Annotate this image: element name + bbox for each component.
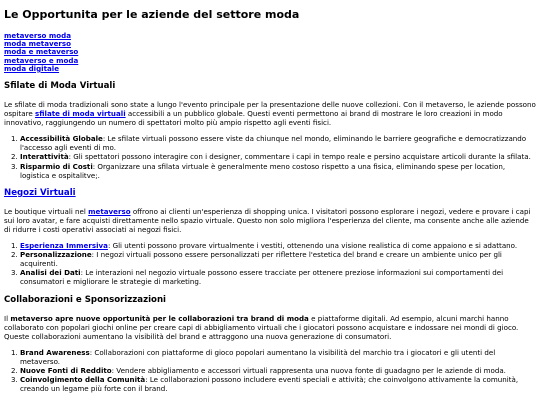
item-text: : Collaborazioni con piattaforme di gioco popolari aumentano la visibilità del marchio tra i giocatori e gli utenti del metaverso.	[20, 347, 496, 366]
item-label: Accessibilità Globale	[20, 134, 103, 144]
paragraph-text: e piattaforme digitali. Ad esempio, alcuni marchi hanno collaborato con popolari giochi online per creare capi di abbigliamento virtuali che i giocatori possono acquistare e indossare nei mondi di gioco. Queste collaborazioni aumentano la visibilità del brand e attraggono una nuova generazione di consumatori.	[4, 313, 519, 341]
item-text: : Gli utenti possono provare virtualmente i vestiti, ottenendo una visione realistica di come appaiono e si adattano.	[107, 241, 518, 251]
item-text: : I negozi virtuali possono essere personalizzati per riflettere l'estetica del brand e creare un ambiente unico per gli acquirenti.	[20, 250, 502, 269]
list-item	[20, 348, 536, 366]
item-text: : Vendere abbigliamento e accessori virtuali rappresenta una nuova fonte di guadagno per le aziende di moda.	[111, 365, 506, 375]
list-item	[20, 268, 536, 286]
inline-link-sfilate[interactable]: sfilate di moda virtuali	[35, 109, 126, 119]
list-item	[20, 375, 536, 393]
item-label: Personalizzazione	[20, 250, 92, 260]
section-paragraph-sfilate	[4, 100, 536, 127]
paragraph-bold: metaverso apre nuove opportunità per le collaborazioni tra brand di moda	[10, 313, 309, 323]
paragraph-text: Le sfilate di moda tradizionali sono state a lungo l'evento principale per la presentazione delle nuove collezioni. Con il metaverso, le aziende possono ospitare	[4, 100, 536, 119]
item-label: Interattività	[20, 152, 69, 162]
section-paragraph-collaborazioni	[4, 314, 536, 341]
paragraph-text: Il	[4, 313, 11, 323]
keyword-links	[4, 32, 536, 73]
section-list-sfilate	[4, 134, 536, 179]
list-item	[20, 152, 536, 161]
link-moda-digitale[interactable]: moda digitale	[4, 63, 60, 73]
item-text: : Le sfilate virtuali possono essere viste da chiunque nel mondo, eliminando le barriere geografiche e democratizzando l'accesso agli eventi di mo.	[20, 134, 527, 153]
section-heading-negozi	[4, 188, 536, 199]
item-label: Brand Awareness	[20, 347, 90, 357]
item-label: Nuove Fonti di Reddito	[20, 365, 112, 375]
paragraph-text: Le boutique virtuali nel	[4, 206, 89, 216]
link-metaverso-moda[interactable]: metaverso moda	[4, 31, 72, 40]
item-label: Coinvolgimento della Comunità	[20, 375, 146, 385]
link-metaverso-e-moda[interactable]: metaverso e moda	[4, 55, 79, 65]
item-label: Risparmio di Costi	[20, 161, 93, 171]
list-item	[20, 134, 536, 152]
link-moda-metaverso[interactable]: moda metaverso	[4, 39, 72, 49]
page-title: Le Opportunita per le aziende del settore moda	[4, 8, 300, 21]
item-text: : Le interazioni nel negozio virtuale possono essere tracciate per ottenere preziose informazioni sui comportamenti dei consumatori e migliorare le strategie di marketing.	[20, 268, 504, 287]
list-item	[20, 366, 536, 375]
list-item	[20, 241, 536, 250]
paragraph-text: offrono ai clienti un'esperienza di shopping unica. I visitatori possono esplorare i negozi, vedere e provare i capi sui loro avatar, e fare acquisti direttamente nello spazio virtuale. Questo non solo migliora l'esperienza del cliente, ma consente anche alle aziende di ridurre i costi operativi associati ai negozi fisici.	[4, 206, 531, 234]
item-text: : Gli spettatori possono interagire con i designer, commentare i capi in tempo reale e persino acquistare articoli durante la sfilata.	[68, 152, 531, 162]
list-item	[20, 250, 536, 268]
section-heading-collaborazioni: Collaborazioni e Sponsorizzazioni	[4, 294, 167, 305]
list-item	[20, 162, 536, 180]
paragraph-text: accessibili a un pubblico globale. Questi eventi permettono ai brand di mostrare le loro creazioni in modo innovativo, raggiungendo un numero di spettatori molto più ampio rispetto agli eventi fisici.	[4, 109, 503, 128]
section-list-negozi	[4, 241, 536, 286]
inline-link-metaverso[interactable]: metaverso	[88, 206, 131, 216]
link-moda-e-metaverso[interactable]: moda e metaverso	[4, 47, 79, 57]
section-heading-sfilate: Sfilate di Moda Virtuali	[4, 81, 116, 92]
item-text: : Organizzare una sfilata virtuale è generalmente meno costoso rispetto a una fisica, eliminando spese per location, logistica e ospitalitve;.	[20, 161, 506, 180]
item-text: : Le collaborazioni possono includere eventi speciali e attività; che coinvolgono attivamente la comunità, creando un legame più forte con il brand.	[20, 375, 519, 394]
section-list-collaborazioni	[4, 348, 536, 393]
item-label: Analisi dei Dati	[20, 268, 81, 278]
section-paragraph-negozi	[4, 207, 536, 234]
heading-link-negozi[interactable]: Negozi Virtuali	[4, 187, 76, 198]
item-link[interactable]: Esperienza Immersiva	[20, 241, 108, 251]
